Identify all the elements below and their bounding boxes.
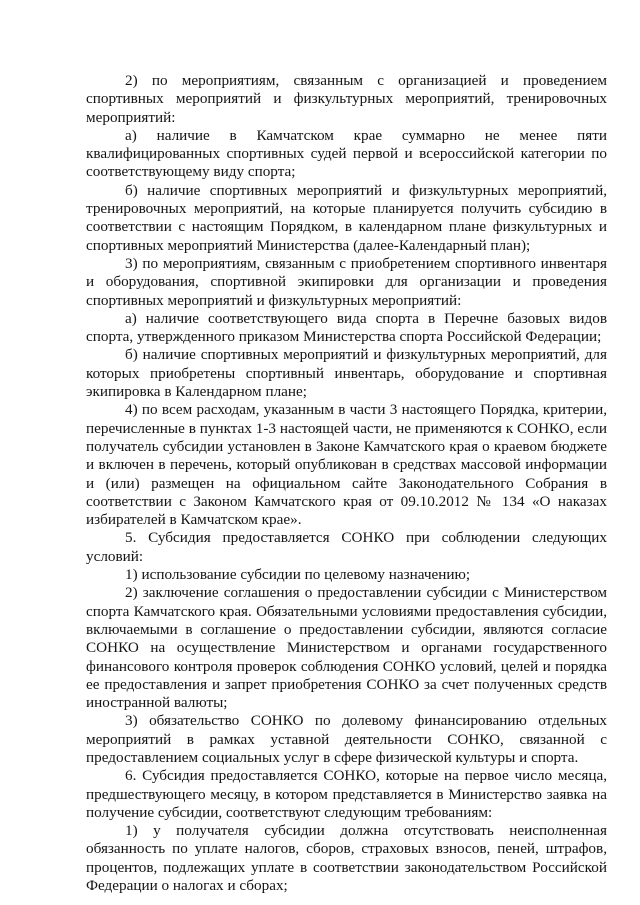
paragraph-6-1-taxes: 1) у получателя субсидии должна отсутствовать неисполненная обязанность по уплате налогов, сборов, страховых взносов, пеней, штрафов, процентов, подлежащих уплате в соответствии законодательством Российской Федерации о налогах и сборах; <box>86 822 607 895</box>
paragraph-5-1-purpose: 1) использование субсидии по целевому назначению; <box>125 566 471 584</box>
paragraph-6-requirements: 6. Субсидия предоставляется СОНКО, которые на первое число месяца, предшествующего месяцу, в котором представляется в Министерство заявка на получение субсидии, соответствуют следующим требованиям: <box>86 767 607 821</box>
paragraph-2a-judges: а) наличие в Камчатском крае суммарно не менее пяти квалифицированных спортивных судей первой и всероссийской категории по соответствующему виду спорта; <box>86 126 607 181</box>
paragraph-2-sport-events: 2) по мероприятиям, связанным с организацией и проведением спортивных мероприятий и физкультурных мероприятий, тренировочных мероприятий: <box>86 72 607 126</box>
paragraph-3a-sport-list: а) наличие соответствующего вида спорта в Перечне базовых видов спорта, утвержденного приказом Министерства спорта Российской Федерации; <box>86 309 607 346</box>
paragraph-5-2-agreement: 2) заключение соглашения о предоставлении субсидии с Министерством спорта Камчатского края. Обязательными условиями предоставления субсидии, включаемыми в соглашение о предоставлении субсидии, являются согласие СОНКО на осуществление Министерством и органами государственного финансового контроля проверок соблюдения СОНКО условий, целей и порядка ее предоставления и запрет приобретения СОНКО за счет полученных средств иностранной валюты; <box>86 584 607 712</box>
paragraph-3-equipment: 3) по мероприятиям, связанным с приобретением спортивного инвентаря и оборудования, спортивной экипировки для организации и проведения спортивных мероприятий и физкультурных мероприятий: <box>86 254 607 309</box>
paragraph-5-conditions: 5. Субсидия предоставляется СОНКО при соблюдении следующих условий: <box>86 529 607 565</box>
paragraph-2b-calendar: б) наличие спортивных мероприятий и физкультурных мероприятий, тренировочных мероприятий, на которые планируется получить субсидию в соответствии с настоящим Порядком, в календарном плане физкультурных и спортивных мероприятий Министерства (далее-Календарный план); <box>86 181 607 254</box>
paragraph-5-3-cofinancing: 3) обязательство СОНКО по долевому финансированию отдельных мероприятий в рамках уставной деятельности СОНКО, связанной с предоставлением социальных услуг в сфере физической культуры и спорта. <box>86 712 607 766</box>
paragraph-3b-calendar-plan: б) наличие спортивных мероприятий и физкультурных мероприятий, для которых приобретены спортивный инвентарь, оборудование и спортивная экипировка в Календарном плане; <box>86 346 607 401</box>
document-body <box>86 72 607 895</box>
paragraph-4-all-expenses: 4) по всем расходам, указанным в части 3 настоящего Порядка, критерии, перечисленные в пунктах 1-3 настоящей части, не применяются к СОНКО, если получатель субсидии установлен в Законе Камчатского края о краевом бюджете и включен в перечень, который опубликован в средствах массовой информации и (или) размещен на официальном сайте Законодательного Собрания в соответствии с Законом Камчатского края от 09.10.2012 № 134 «О наказах избирателей в Камчатском крае». <box>86 401 607 529</box>
